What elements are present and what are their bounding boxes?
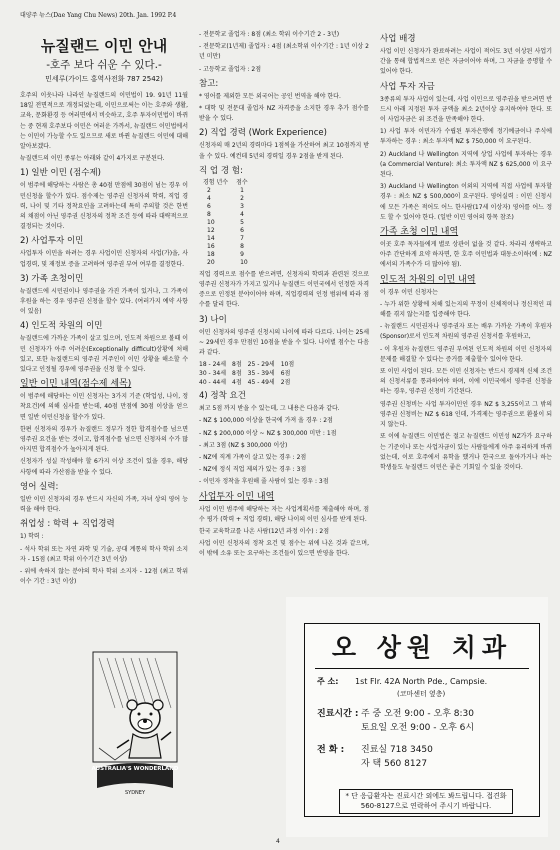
- paragraph: 이 범주에 해당하는 사람은 총 40점 만점에 30점이 넘는 경우 이민신청을 할수가 있다. 점수제는 영주권 신청자의 학력, 직업 경력, 나이 및 기타 정착요인을 고려하는데 특히 주의할 것은 한번의 채점이 아닌 영주권 신청자의 정착 조건 등에 따라 대략적으로 결정되는 것이다.: [20, 182, 188, 231]
- wonderland-illustration: [85, 648, 185, 808]
- article-title: 뉴질랜드 이민 안내: [40, 37, 168, 55]
- section-heading: 4) 정착 요건: [199, 391, 246, 402]
- table-row: [203, 195, 256, 203]
- paragraph: - 고등학교 졸업자 : 2점: [199, 65, 262, 73]
- ad-address: 1st Flr. 42A North Pde., Campsie.: [355, 677, 488, 686]
- ad-phone-row-1: [317, 744, 433, 756]
- section-heading: 2) 직업 경력 (Work Experience): [199, 128, 327, 139]
- paragraph: - NZ에 직계 가족이 살고 있는 경우 : 2점: [199, 454, 307, 462]
- paragraph: 또 이에 뉴질랜드 이민법은 절고 뉴질랜드 이민성 NZ가가 요구하는 기준이나 또는 사업자금이 있는 사람들에게 아주 유리하게 바뀌었는데, 이로 호주에서 유학을 했거나 한국으로 돌아가거나 하는 학생들도 뉴질랜드 이민은 좋은 기회일 수 있을 것이다.: [380, 433, 552, 471]
- table-cell: 7: [240, 234, 244, 242]
- paragraph: 이민 신청자의 영주권 신청시의 나이에 따라 다르다. 나이는 25세 ~ 29세인 경우 만점인 10점을 받을 수 있다. 나이별 점수는 다음과 같다.: [199, 328, 369, 357]
- paragraph: - 전문학교(1년제) 졸업자 : 4점 (최소학위 이수기간 : 1년 이상 2년 미만): [199, 43, 369, 61]
- paragraph: - 이 후원자 뉴질랜드 영주권 부여된 인도적 차원의 이민 신청자의 문제를 해결할 수 있다는 증거를 제출할수 있어야 한다.: [380, 345, 552, 363]
- age-points-table: [199, 360, 300, 387]
- section-heading: 4) 인도적 차원의 이민: [20, 321, 103, 332]
- paragraph: - NZ에 정식 직업 제의가 있는 경우 : 3점: [199, 466, 307, 474]
- paragraph: 이 범주에 해당하는 이민 신청자는 3가지 기준 (학업성, 나이, 정착요건)에 의해 심사를 받는데, 40점 만점에 30점 이상을 얻으면 일반 이민신청을 할수가 있다.: [20, 393, 188, 421]
- dental-clinic-ad: [286, 597, 548, 837]
- table-row: [203, 259, 256, 267]
- table-row: [203, 243, 256, 251]
- section-heading: 3) 가족 초청이민: [20, 273, 84, 284]
- paragraph: 뉴질랜드에 가까운 가족이 살고 있으며, 인도적 차원으로 볼때 이민 신청자가 아주 어려운(Exceptionally difficult)상황에 처해 있고, 또한 뉴질랜드의 영주권 거주인이 이민 상황을 해소할 수 있다고 인정될 경우에 영주권을 신청 할 수 있다.: [20, 335, 188, 374]
- column-3-body: [380, 33, 552, 473]
- table-cell: 2점: [280, 379, 291, 387]
- article-subtitle: -호주 보다 쉬운 수 있다.-: [46, 59, 162, 71]
- ad-frame: [304, 623, 540, 817]
- ad-address-row: [317, 676, 487, 688]
- work-experience-table-title: 직 업 경 험:: [199, 165, 243, 176]
- ad-hours-label: 진료시간 :: [317, 709, 359, 719]
- section-heading: 가족 초청 이민 내역: [380, 227, 459, 238]
- section-heading: 2) 사업투자 이민: [20, 236, 84, 247]
- table-cell: 18: [207, 250, 215, 258]
- table-row: [199, 369, 300, 378]
- section-heading: 사업 배경: [380, 34, 416, 44]
- table-row: [203, 211, 256, 219]
- section-heading: 참고:: [199, 78, 219, 89]
- section-heading: 인도적 차원의 이민 내역: [380, 274, 476, 285]
- table-cell: 10: [207, 218, 215, 226]
- ad-hours-2: 토요일 오전 9:00 - 오후 6시: [361, 723, 475, 733]
- paragraph: 한국 교육학교를 나온 사람(12년 과정 이수) : 2점: [199, 528, 330, 536]
- paragraph: 3종류의 투자 사업이 있는데, 사업 이민으로 영주권을 받으려면 반드시 아래 지정된 투자 금액을 최소 2년이상 유지하여야 한다. 또 이 사업자금은 위 조건을 만족해야 한다.: [380, 95, 552, 124]
- paragraph: * 영어를 제외한 모든 외국어는 공인 번역을 해야 한다.: [199, 92, 341, 100]
- table-cell: 3: [240, 202, 244, 210]
- paragraph: - 최고 3점 (NZ $ 300,000 이상): [199, 441, 288, 449]
- column-1-body: [20, 91, 188, 587]
- table-row: [203, 203, 256, 211]
- table-cell: 25 - 29세: [247, 361, 275, 369]
- paragraph: 1) 사업 투자 이민자가 수립된 투자은행에 정기예금이나 주식에 투자하는 경우 : 최소 투자액 NZ $ 750,000 이 요구된다.: [380, 128, 552, 146]
- ad-address-label: 주 소:: [317, 677, 339, 686]
- ad-hours-1: 주 중 오전 9:00 - 오후 8:30: [361, 709, 474, 719]
- table-cell: 6: [207, 202, 211, 210]
- table-cell: 20: [207, 258, 215, 266]
- column-2-body: [199, 30, 369, 560]
- table-cell: 8점: [232, 370, 242, 378]
- table-row: [203, 187, 256, 195]
- table-cell: 4: [207, 194, 211, 202]
- paragraph: - 뉴질랜드 시민권자나 영주권자 또는 배우 가까운 가족이 후원자(Sponsor)로서 인도적 차원의 영주권 신청서를 후원하고,: [380, 323, 552, 341]
- paragraph: 신청자의 매 2년의 경력마다 1점씩을 가산하여 최고 10점까지 받을 수 있다. 예컨데 5년의 경력일 경우 2점을 받게 된다.: [199, 142, 369, 160]
- table-cell: 10: [240, 258, 248, 266]
- paragraph: 뉴질랜드의 이민 종류는 아래와 같이 4가지로 구분된다.: [20, 155, 165, 163]
- section-heading: 일반 이민 내역(점수제 세목): [20, 379, 132, 390]
- paragraph: - 누가 위한 상황에 처해 있는지의 꾸정이 신체적이나 정신적인 피해를 겪지 않는지를 입증해야 한다.: [380, 300, 552, 319]
- paragraph: 뉴질랜드에 시민권이나 영주권을 가진 가족이 있거나, 그 가족이 후원을 하는 경우 영주권 신청을 할수 있다. (여러가지 예약 사항이 있음): [20, 287, 188, 316]
- column-2: [199, 30, 369, 585]
- paragraph: 사업 이민 범주에 해당하는 자는 사업계획서를 제출해야 하며, 점수 평가 (학력 + 직업 경력), 해당 나이의 이민 심사를 받게 된다.: [199, 505, 369, 523]
- table-cell: 8: [207, 210, 211, 218]
- ad-phone-label: 전 화 :: [317, 745, 345, 755]
- section-heading: 영어 실력:: [20, 481, 59, 492]
- table-row: [199, 378, 300, 387]
- ad-hours-row-1: [317, 708, 474, 720]
- table-cell: 12: [207, 226, 215, 234]
- table-row: [203, 227, 256, 235]
- ad-phone-2: 자 택 560 8127: [361, 759, 428, 769]
- paragraph: - 위에 속하지 않는 분야의 학사 학위 소지자 - 12점 (최고 학위 이수 기간 : 3년 이상): [20, 567, 188, 586]
- table-row: [199, 360, 300, 369]
- paragraph: 이곳 호주 독자들에게 별로 상관이 없을 것 같다. 차라리 생략하고 아주 간단하게 요약 하자면, 한 호주 이민법과 대동소이하(예 : NZ 에서의 가족수가 더 많아야 됨).: [380, 241, 552, 269]
- table-cell: 18 - 24세: [199, 361, 227, 369]
- ad-address-note: (코마센터 옆층): [397, 690, 446, 698]
- table-cell: 30 - 34세: [199, 370, 227, 378]
- paragraph: 3) Auckland 나 Wellington 이외의 지역에 직접 사업에 투자할 경우 : 최소 NZ $ 500,000이 요구된다. 영어실력 : 이민 신청시에 모든 가족은 적어도 어느 한사람(17세 이상자) 영어를 어느 정도 할 수 있어야 한다. (일반 이민 영어의 항목 참조): [380, 183, 552, 221]
- table-cell: 16: [207, 242, 215, 250]
- table-cell: 5: [240, 218, 244, 226]
- paragraph: 1) 학력 :: [20, 533, 44, 541]
- table-cell: 2: [240, 194, 244, 202]
- paragraph: 영주권 신청비는 사업 투자이민인 경우 NZ $ 3,255이고 그 밖의 영주권 신청비는 NZ $ 618 인데, 가격제는 영주권으로 환불이 되지 않는다.: [380, 400, 552, 429]
- ad-divider: [315, 668, 529, 669]
- table-cell: 8: [240, 242, 244, 250]
- table-header-cell: 점수: [236, 178, 248, 186]
- paragraph: - 전문학교 졸업자 : 8점 (최소 학위 이수기간 2 - 3년): [199, 31, 340, 38]
- table-cell: 14: [207, 234, 215, 242]
- paragraph: 이 경우 이민 신청자는: [380, 288, 438, 296]
- section-heading: 취업성 : 학력 + 직업경력: [20, 519, 115, 530]
- section-heading: 3) 나이: [199, 314, 227, 325]
- paragraph: 최고 5점 까지 받을 수 있는데, 그 내용은 다음과 같다.: [199, 405, 340, 413]
- table-cell: 4: [240, 210, 244, 218]
- table-row: [203, 219, 256, 227]
- paragraph: * 대학 및 전문대 졸업자 NZ 자격증을 소지한 경우 추가 점수를 받을 수 있다.: [199, 105, 369, 123]
- table-cell: 40 - 44세: [199, 379, 227, 387]
- table-cell: 4점: [232, 379, 242, 387]
- paragraph: 사업투자 이민을 하려는 경우 사업이민 신청자의 사업(가)을, 사업경력, 및 재정보 증을 고려하여 영주권 부여 여부를 결정한다.: [20, 250, 188, 268]
- paragraph: - NZ $ 200,000 이상 ~ NZ $ 300,000 미만 : 1점: [199, 429, 337, 437]
- table-cell: 35 - 39세: [247, 370, 275, 378]
- table-cell: 1: [240, 186, 244, 194]
- table-cell: 6: [240, 226, 244, 234]
- bear-mascot-icon: [85, 648, 185, 808]
- paragraph: 사업 이민 신청자가 완료하려는 사업이 적어도 3년 이상된 사업기간을 통해 합법적으로 얻은 자금이어야 하며, 그 자금을 증명할 수 있어야 한다.: [380, 48, 552, 76]
- wonderland-sub: SYDNEY: [124, 790, 146, 796]
- section-heading: 1) 일반 이민 (점수제): [20, 168, 101, 179]
- table-row: [203, 251, 256, 259]
- section-heading: 사업투자 이민 내역: [199, 491, 275, 502]
- wonderland-brand: AUSTRALIA'S WONDERLAND: [91, 766, 179, 772]
- article-byline: 민세루(가이드 홍역사전화 787 2542): [45, 75, 163, 83]
- paragraph: - 이민자 정착을 후원해 줄 사람이 있는 경우 : 3점: [199, 478, 329, 486]
- paragraph: 2) Auckland 나 Wellington 지역에 상업 사업에 투자하는 경우(a Commercial Venture): 최소 투자액 NZ $ 625,000 이 요구된다.: [380, 150, 552, 179]
- work-experience-table: [203, 179, 256, 267]
- paragraph: - 석사 학위 또는 자연 과학 및 기술, 공대 계통의 학사 학위 소지자 - 15점 (최고 학위 이수기간 3년 이상): [20, 545, 188, 563]
- masthead-header: 대양주 뉴스(Dae Yang Chu News) 20th. Jan. 1992 P.4: [20, 12, 177, 19]
- table-cell: 8점: [232, 361, 242, 369]
- table-header-cell: 경험 년수: [203, 178, 229, 186]
- page-number: 4: [276, 838, 280, 845]
- paragraph: 호주의 이웃나라 나라인 뉴질랜드의 이민법이 19. 91년 11월 18일 전면적으로 개정되었는데, 이민으로써는 이는 호주와 생활, 교육, 문화환경 등 여러면에서 비슷하고, 호주 투자이민법이 바뀌는 중 현재 호주보다 이민은 여러운 가까서, 뉴질랜드 이민법에서는 이민이 가능할 수도 있으므로 새로 바뀐 뉴질랜드 이민에 대해 알아보겠다.: [20, 92, 188, 151]
- column-3: [380, 30, 552, 585]
- table-cell: 2: [207, 186, 211, 194]
- paragraph: 또 이민 사업이 된다. 모든 이민 신청자는 반드시 경제적 신체 조건의 신청서류를 통과하여야 하며, 이에 이민국에서 영주권 신청을 하는 경우, 영주권 신청비 기간된다.: [380, 368, 552, 396]
- paragraph: 신청자가 성실 작성해야 할 6가지 이상 조건이 있을 경우, 해당 사항에 따라 가산점을 받을 수 있다.: [20, 458, 188, 476]
- table-row: [203, 235, 256, 243]
- table-cell: 9: [240, 250, 244, 258]
- paragraph: 사업 이민 신청자의 정착 요건 및 점수는 위에 나온 것과 같으며, 이 밖에 소유 또는 요구하는 조건들이 있으면 반영을 한다.: [199, 540, 369, 558]
- paragraph: - NZ $ 100,000 이상을 한국에 가져 올 경우 : 2점: [199, 417, 333, 425]
- ad-title: 오 상원 치과: [331, 633, 513, 662]
- paragraph: 직업 경력으로 점수를 받으려면, 신청자의 학력과 관련된 것으로 영주권 신청자가 가지고 있거나 뉴질랜드 이민국에서 인정한 자격증으로 인정된 분야이어야 하며, 직업경력의 인정 범위에 따라 점수를 달리 한다.: [199, 270, 369, 309]
- table-cell: 45 - 49세: [247, 379, 275, 387]
- ad-phone-1: 진료실 718 3450: [361, 745, 433, 755]
- table-cell: 6점: [280, 370, 291, 378]
- table-cell: 10점: [280, 361, 295, 369]
- section-heading: 사업 투자 자금: [380, 81, 435, 92]
- paragraph: 일반 이민 신청자의 경우 반드시 자신의 가족, 자녀 상의 영어 능력을 해야 한다.: [20, 495, 188, 514]
- paragraph: 한편 신청자의 경우가 뉴질랜드 정부가 정한 합격점수를 넘으면 영주권 요건을 받는 것이고, 합격점수를 넘으면 신청자의 수가 많아지면 합격점수가 높아지게 된다.: [20, 425, 188, 454]
- ad-emergency-note: * 단 응급환자는 진료시간 외에도 봐드립니다. 접견화 560-8127으로 연락하여 주시기 바랍니다.: [339, 789, 513, 814]
